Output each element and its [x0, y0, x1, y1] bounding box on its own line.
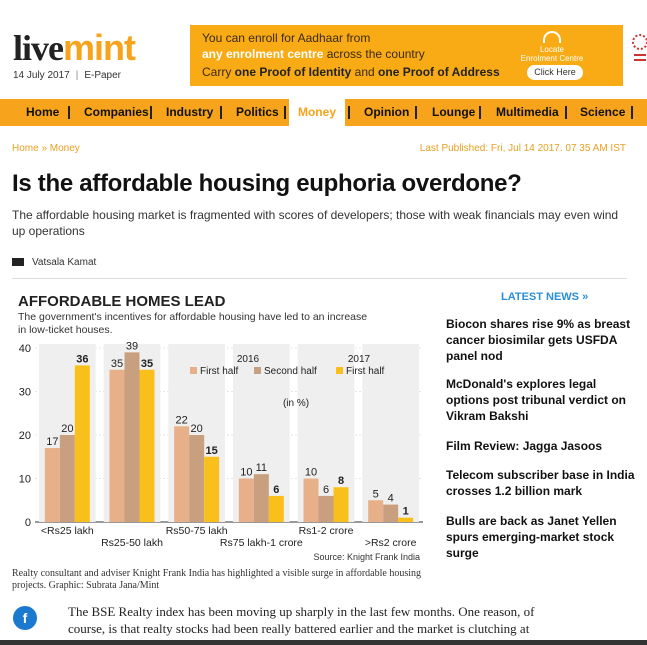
data-label: 11 [255, 462, 268, 475]
y-tick-label: 20 [18, 430, 31, 442]
last-published: Last Published: Fri, Jul 14 2017. 07 35 AM IST [419, 143, 626, 154]
legend-swatch [190, 367, 197, 374]
ad-click-here-button[interactable]: Click Here [527, 65, 583, 80]
news-item[interactable]: McDonald's explores legal options post tribunal verdict on Vikram Bakshi [446, 377, 626, 423]
nav-opinion[interactable]: Opinion [364, 105, 410, 119]
aadhaar-ad-banner[interactable] [190, 25, 623, 86]
nav-separator [150, 106, 152, 119]
y-tick-label: 10 [18, 473, 31, 486]
article-title: Is the affordable housing euphoria overdone? [12, 170, 522, 197]
data-label: 1 [402, 505, 409, 518]
bar [334, 487, 349, 522]
nav-separator [68, 106, 70, 119]
nav-separator [284, 106, 286, 119]
nav-multimedia[interactable]: Multimedia [496, 105, 559, 119]
data-label: 4 [387, 492, 394, 505]
breadcrumb[interactable]: Home » Money [12, 143, 80, 154]
category-label: Rs50-75 lakh [165, 525, 228, 537]
bar [304, 479, 319, 523]
legend-label: First half [200, 366, 239, 377]
nav-industry[interactable]: Industry [166, 105, 214, 119]
y-tick-label: 30 [18, 386, 31, 399]
bar [189, 435, 204, 522]
data-label: 36 [76, 353, 89, 366]
category-label: Rs1-2 crore [298, 525, 354, 537]
news-item[interactable]: Bulls are back as Janet Yellen spurs emerging-market stock surge [446, 514, 617, 560]
ad-line-3: Carry one Proof of Identity and one Proof of Address [202, 65, 500, 79]
bar [140, 370, 155, 522]
enrolment-centre-logo: Locate Enrolment Centre [517, 31, 587, 63]
legend-swatch [336, 367, 343, 374]
article-summary: The affordable housing market is fragmented with scores of developers; those with weak financials may even wind up operations [12, 208, 619, 238]
chart-subtitle-line-2: in low-ticket houses. [18, 324, 113, 336]
data-label: 35 [110, 357, 124, 370]
y-tick-label: 40 [18, 343, 31, 355]
site-header [0, 0, 647, 96]
nav-separator [415, 106, 417, 119]
nav-politics[interactable]: Politics [236, 105, 279, 119]
dateline [13, 70, 121, 81]
bar [174, 426, 189, 522]
bar [383, 505, 398, 522]
bar [239, 479, 254, 523]
email-icon[interactable] [12, 258, 24, 266]
bar [319, 496, 334, 522]
category-label: <Rs25 lakh [40, 525, 94, 537]
news-item[interactable]: Biocon shares rise 9% as breast cancer biosimilar gets USFDA panel nod [446, 317, 631, 363]
data-label: 35 [140, 357, 154, 370]
category-label: >Rs2 crore [364, 537, 417, 549]
affordable-homes-chart [13, 288, 428, 568]
sun-icon [543, 31, 561, 43]
nav-lounge[interactable]: Lounge [432, 105, 476, 119]
y-tick-label: 0 [24, 517, 31, 529]
nav-home[interactable]: Home [26, 105, 60, 119]
bar [254, 474, 269, 522]
news-item[interactable]: Telecom subscriber base in India crosses 1.2 billion mark [446, 468, 635, 498]
issue-date: 14 July 2017 [13, 70, 70, 81]
nav-separator [631, 106, 633, 119]
bottom-bar [0, 640, 647, 645]
epaper-link[interactable]: E-Paper [84, 70, 122, 81]
data-label: 10 [304, 466, 318, 479]
bar [398, 518, 413, 522]
legend-label: First half [346, 366, 385, 377]
author-name[interactable]: Vatsala Kamat [32, 257, 97, 268]
data-label: 10 [240, 466, 253, 479]
chart-source: Source: Knight Frank India [313, 552, 420, 562]
legend-swatch [254, 367, 261, 374]
data-label: 39 [125, 340, 139, 353]
bar [125, 352, 140, 522]
divider [12, 278, 627, 279]
data-label: 20 [190, 423, 203, 435]
data-label: 6 [322, 483, 330, 496]
chart-caption: Realty consultant and adviser Knight Frank India has highlighted a visible surge in affordable housing projects. Graphic: Subrata Jana/Mint [12, 568, 421, 591]
livemint-logo[interactable]: livemint [13, 27, 135, 68]
data-label: 17 [46, 436, 59, 449]
nav-separator [565, 106, 567, 119]
facebook-share-icon[interactable]: f [13, 606, 37, 630]
nav-companies[interactable]: Companies [84, 105, 149, 119]
data-label: 5 [372, 488, 379, 501]
legend-year: 2016 [236, 354, 260, 365]
chart-title: AFFORDABLE HOMES LEAD [18, 293, 226, 310]
nav-separator [479, 106, 481, 119]
legend-label: Second half [264, 366, 317, 377]
main-nav [0, 99, 647, 126]
bar [204, 457, 219, 522]
ad-line-1: You can enroll for Aadhaar from [202, 31, 371, 45]
bar [269, 496, 284, 522]
nav-separator [348, 106, 350, 119]
chart-subtitle-line-1: The government's incentives for affordable housing have led to an increase [18, 311, 368, 323]
bar [110, 370, 125, 522]
byline [12, 257, 96, 268]
data-label: 8 [337, 475, 345, 488]
data-label: 22 [175, 414, 188, 427]
category-label: Rs25-50 lakh [101, 537, 163, 549]
nav-separator [220, 106, 222, 119]
bar [75, 365, 90, 522]
bar [368, 500, 383, 522]
article-body: The BSE Realty index has been moving up sharply in the last few months. One reason, of course, is that realty stocks had been really battered earlier and the market is clutching at [68, 604, 535, 636]
nav-money[interactable]: Money [289, 99, 345, 126]
nav-science[interactable]: Science [580, 105, 626, 119]
ad-line-2: any enrolment centre across the country [202, 47, 425, 61]
legend-year: 2017 [347, 354, 371, 365]
bar [60, 435, 75, 522]
data-label: 6 [273, 483, 280, 496]
news-item[interactable]: Film Review: Jagga Jasoos [446, 439, 603, 453]
data-label: 20 [61, 423, 74, 435]
bar [45, 448, 60, 522]
data-label: 15 [205, 444, 218, 457]
unit-label: (in %) [282, 398, 310, 409]
dateline-separator: | [75, 70, 79, 81]
aadhaar-emblem-icon [630, 30, 647, 70]
category-label: Rs75 lakh-1 crore [219, 537, 303, 549]
latest-news-heading[interactable]: LATEST NEWS » [501, 291, 589, 303]
